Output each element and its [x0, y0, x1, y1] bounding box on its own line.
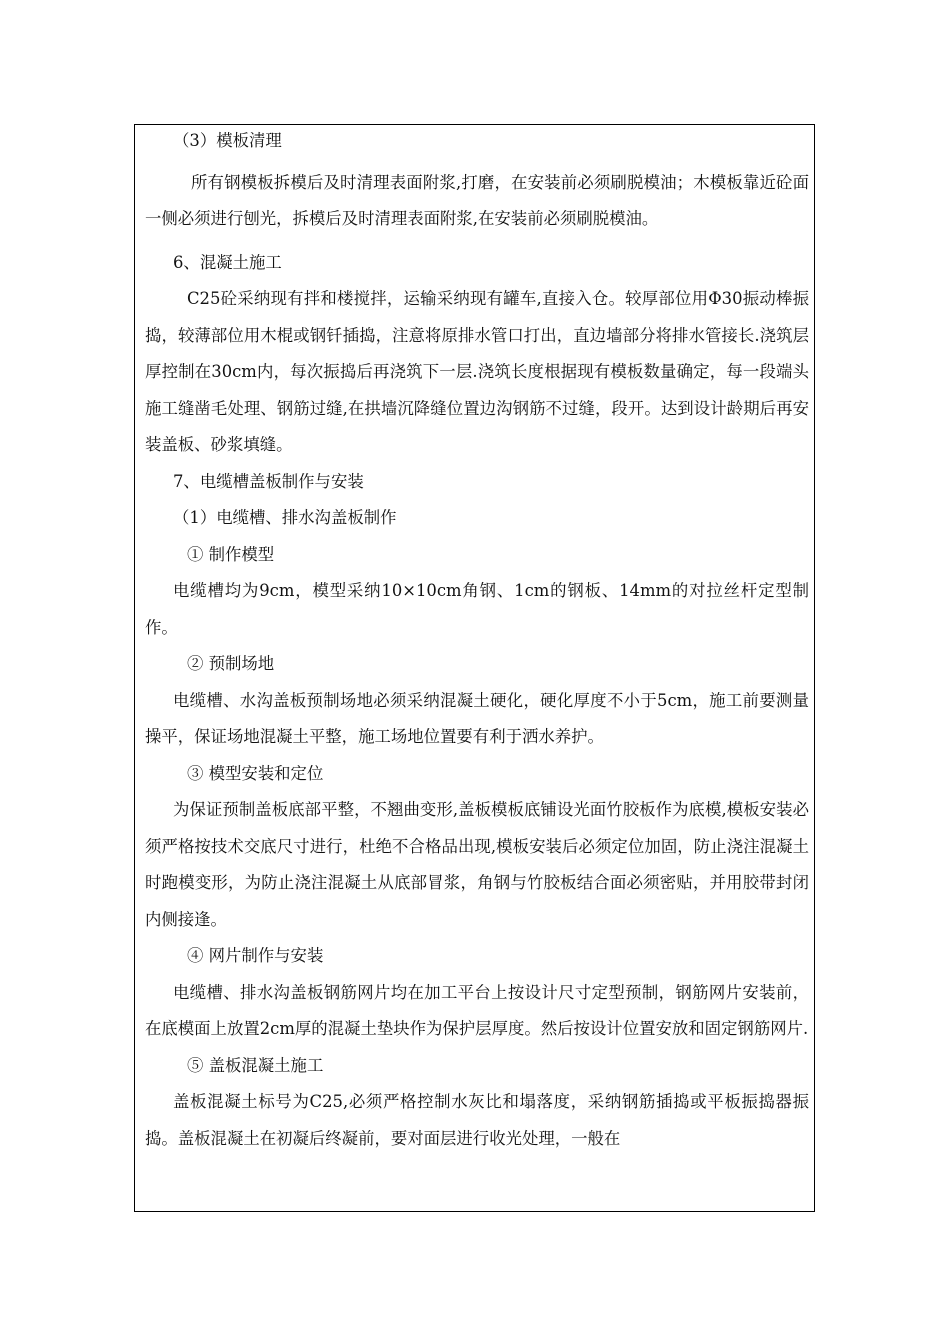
paragraph-formwork-cleaning: 所有钢模板拆模后及时清理表面附浆,打磨，在安装前必须刷脱模油；木模板靠近砼面一侧必须进行刨光，拆模后及时清理表面附浆,在安装前必须刷脱模油。 [145, 172, 809, 228]
paragraph-cover-concrete: 盖板混凝土标号为C25,必须严格控制水灰比和塌落度，采纳钢筋插捣或平板振捣器振捣。盖板混凝土在初凝后终凝前，要对面层进行收光处理，一般在 [145, 1092, 809, 1148]
paragraph-concrete-construction: C25砼采纳现有拌和楼搅拌，运输采纳现有罐车,直接入仓。较厚部位用Φ30振动棒振捣，较薄部位用木棍或钢钎插捣，注意将原排水管口打出，直边墙部分将排水管接长.浇筑层厚控制在30cm内，每次振捣后再浇筑下一层.浇筑长度根据现有模板数量确定，每一段端头施工缝凿毛处理、钢筋过缝,在拱墙沉降缝位置边沟钢筋不过缝，段开。达到设计龄期后再安装盖板、砂浆填缝。 [145, 289, 809, 454]
paragraph-precast-site: 电缆槽、水沟盖板预制场地必须采纳混凝土硬化，硬化厚度不小于5cm，施工前要测量操平，保证场地混凝土平整，施工场地位置要有利于洒水养护。 [145, 690, 809, 746]
document-body [145, 123, 809, 1157]
heading-concrete-construction: 6、混凝土施工 [173, 252, 282, 272]
item-mesh-installation: ④ 网片制作与安装 [187, 946, 324, 965]
paragraph-mold-installation: 为保证预制盖板底部平整，不翘曲变形,盖板模板底铺设光面竹胶板作为底模,模板安装必须严格按技术交底尺寸进行，杜绝不合格品出现,模板安装后必须定位加固，防止浇注混凝土时跑模变形，为防止浇注混凝土从底部冒浆，角钢与竹胶板结合面必须密贴，并用胶带封闭内侧接逢。 [145, 800, 809, 929]
paragraph-mesh-installation: 电缆槽、排水沟盖板钢筋网片均在加工平台上按设计尺寸定型预制，钢筋网片安装前，在底模面上放置2cm厚的混凝土垫块作为保护层厚度。然后按设计位置安放和固定钢筋网片. [145, 982, 809, 1038]
heading-cable-trough-cover: 7、电缆槽盖板制作与安装 [173, 471, 364, 491]
item-mold-installation: ③ 模型安装和定位 [187, 763, 324, 783]
item-precast-site: ② 预制场地 [187, 654, 275, 673]
item-cover-concrete: ⑤ 盖板混凝土施工 [187, 1055, 324, 1075]
paragraph-make-mold: 电缆槽均为9cm，模型采纳10×10cm角钢、1cm的钢板、14mm的对拉丝杆定型制作。 [145, 581, 809, 637]
subheading-formwork-cleaning: （3）模板清理 [173, 131, 282, 150]
subheading-cover-fabrication: （1）电缆槽、排水沟盖板制作 [173, 508, 397, 527]
item-make-mold: ① 制作模型 [187, 544, 275, 564]
